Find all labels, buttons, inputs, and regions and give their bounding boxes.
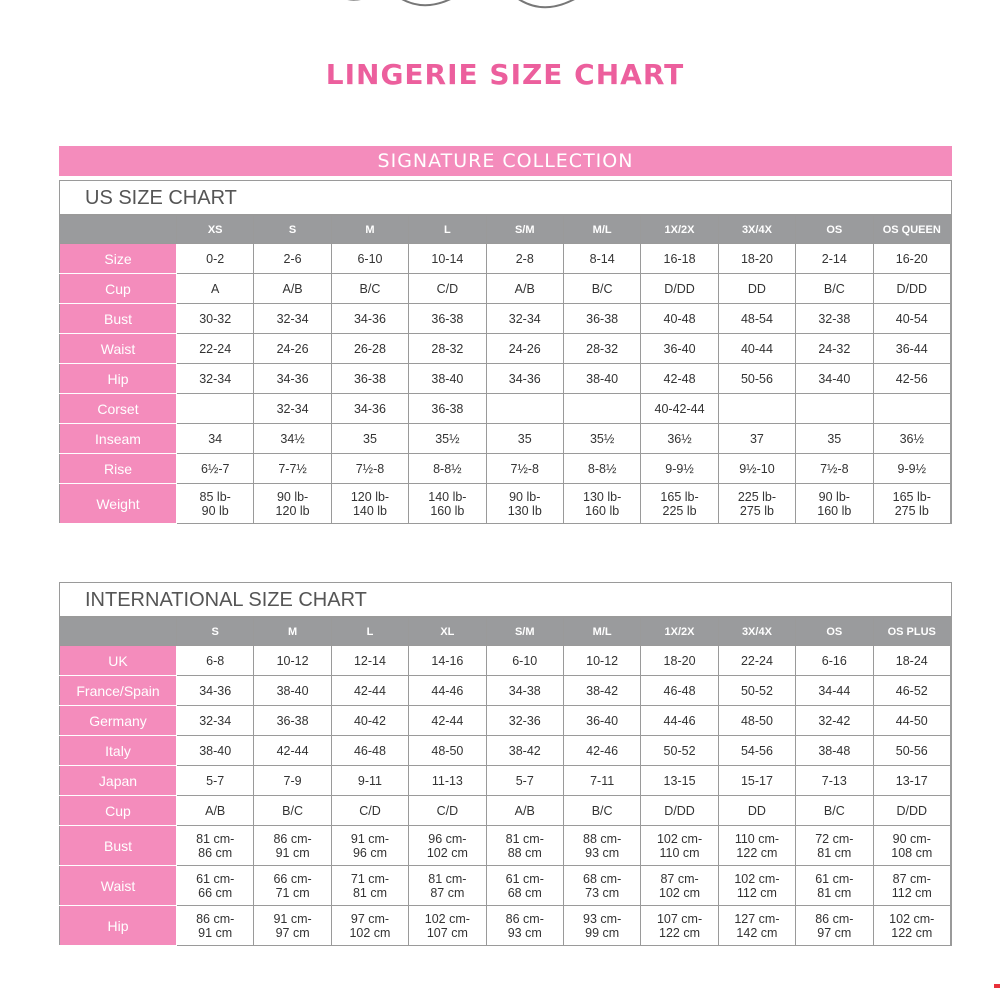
table-cell: 11-13 [409, 766, 486, 796]
column-header: 3X/4X [718, 618, 795, 646]
table-cell: 42-44 [254, 736, 331, 766]
table-cell: 130 lb- 160 lb [563, 484, 640, 524]
table-cell: 38-40 [177, 736, 254, 766]
table-cell: A/B [177, 796, 254, 826]
table-cell: A [177, 274, 254, 304]
table-cell: 36-38 [563, 304, 640, 334]
table-cell: 42-46 [563, 736, 640, 766]
table-cell: 120 lb- 140 lb [331, 484, 408, 524]
table-cell: 32-34 [177, 364, 254, 394]
table-cell: 34-36 [177, 676, 254, 706]
table-cell: 34 [177, 424, 254, 454]
table-cell: 13-17 [873, 766, 950, 796]
row-label: Inseam [60, 424, 177, 454]
table-cell: 40-42 [331, 706, 408, 736]
column-header: L [331, 618, 408, 646]
table-cell: DD [718, 274, 795, 304]
column-header: XS [177, 216, 254, 244]
table-cell: 40-42-44 [641, 394, 718, 424]
table-cell: B/C [563, 274, 640, 304]
row-label: Hip [60, 364, 177, 394]
table-cell: 102 cm- 110 cm [641, 826, 718, 866]
row-label: Cup [60, 796, 177, 826]
table-cell: 12-14 [331, 646, 408, 676]
table-row [60, 304, 951, 334]
page-title: LINGERIE SIZE CHART [325, 58, 685, 91]
table-cell: 81 cm- 88 cm [486, 826, 563, 866]
table-cell: 6-8 [177, 646, 254, 676]
column-header: M [331, 216, 408, 244]
table-cell: 18-20 [641, 646, 718, 676]
table-cell: 9-9½ [873, 454, 950, 484]
table-cell: 66 cm- 71 cm [254, 866, 331, 906]
table-cell: 7-9 [254, 766, 331, 796]
column-header: S/M [486, 618, 563, 646]
table-cell: 91 cm- 96 cm [331, 826, 408, 866]
table-cell: 15-17 [718, 766, 795, 796]
table-cell: 34-40 [796, 364, 873, 394]
table-cell: 93 cm- 99 cm [563, 906, 640, 946]
table-row [60, 454, 951, 484]
table-cell: 6-10 [331, 244, 408, 274]
table-cell: 35½ [563, 424, 640, 454]
table-cell: 40-48 [641, 304, 718, 334]
row-label: Germany [60, 706, 177, 736]
table-cell: 40-54 [873, 304, 950, 334]
column-header: M/L [563, 216, 640, 244]
table-cell: 32-42 [796, 706, 873, 736]
table-cell: 96 cm- 102 cm [409, 826, 486, 866]
table-cell: 34-38 [486, 676, 563, 706]
row-label: Corset [60, 394, 177, 424]
table-cell: DD [718, 796, 795, 826]
table-cell: 18-24 [873, 646, 950, 676]
column-header: OS QUEEN [873, 216, 950, 244]
table-cell: 86 cm- 93 cm [486, 906, 563, 946]
table-cell: 34-36 [331, 394, 408, 424]
table-row [60, 906, 951, 946]
table-cell [796, 394, 873, 424]
row-label: Weight [60, 484, 177, 524]
table-cell: 61 cm- 68 cm [486, 866, 563, 906]
table-cell: 42-56 [873, 364, 950, 394]
table-cell: 48-50 [409, 736, 486, 766]
table-cell: 90 lb- 160 lb [796, 484, 873, 524]
table-cell: 7-7½ [254, 454, 331, 484]
table-cell: 35½ [409, 424, 486, 454]
table-cell: 38-40 [563, 364, 640, 394]
table-cell: 90 lb- 130 lb [486, 484, 563, 524]
table-cell: A/B [486, 274, 563, 304]
table-cell: 35 [796, 424, 873, 454]
table-cell: 38-42 [563, 676, 640, 706]
row-label: Cup [60, 274, 177, 304]
table-cell: 34-36 [331, 304, 408, 334]
table-cell: 42-44 [331, 676, 408, 706]
table-cell: C/D [409, 796, 486, 826]
table-cell: D/DD [641, 796, 718, 826]
column-header: M/L [563, 618, 640, 646]
table-cell: 38-42 [486, 736, 563, 766]
table-cell: 10-12 [563, 646, 640, 676]
table-row [60, 826, 951, 866]
table-cell: B/C [331, 274, 408, 304]
column-header: L [409, 216, 486, 244]
table-cell: A/B [254, 274, 331, 304]
table-cell: 32-34 [254, 394, 331, 424]
table-cell: 22-24 [177, 334, 254, 364]
table-cell: 26-28 [331, 334, 408, 364]
table-cell: 6-16 [796, 646, 873, 676]
table-cell: 61 cm- 81 cm [796, 866, 873, 906]
table-row [60, 244, 951, 274]
table-cell: 46-52 [873, 676, 950, 706]
table-cell: 90 cm- 108 cm [873, 826, 950, 866]
table-row [60, 676, 951, 706]
table-cell: 24-32 [796, 334, 873, 364]
table-cell: 36-38 [254, 706, 331, 736]
table-cell: 127 cm- 142 cm [718, 906, 795, 946]
table-cell: 38-40 [254, 676, 331, 706]
table-cell: 61 cm- 66 cm [177, 866, 254, 906]
column-header: S/M [486, 216, 563, 244]
table-cell: 6½-7 [177, 454, 254, 484]
us-size-chart [59, 180, 952, 524]
table-cell: 34-44 [796, 676, 873, 706]
table-cell: 5-7 [177, 766, 254, 796]
table-cell: 7-11 [563, 766, 640, 796]
table-cell: 86 cm- 91 cm [254, 826, 331, 866]
table-cell: D/DD [641, 274, 718, 304]
table-cell: 38-40 [409, 364, 486, 394]
table-cell: 225 lb- 275 lb [718, 484, 795, 524]
row-label: Size [60, 244, 177, 274]
row-label: Japan [60, 766, 177, 796]
table-row [60, 796, 951, 826]
table-cell: 10-14 [409, 244, 486, 274]
table-cell: C/D [409, 274, 486, 304]
column-header: M [254, 618, 331, 646]
table-cell: 68 cm- 73 cm [563, 866, 640, 906]
table-row [60, 866, 951, 906]
table-cell [563, 394, 640, 424]
table-cell: 2-8 [486, 244, 563, 274]
table-cell: 40-44 [718, 334, 795, 364]
table-cell: 90 lb- 120 lb [254, 484, 331, 524]
table-cell: 48-54 [718, 304, 795, 334]
table-cell: 9-9½ [641, 454, 718, 484]
international-size-chart-title: INTERNATIONAL SIZE CHART [60, 583, 951, 617]
table-cell: D/DD [873, 274, 950, 304]
table-cell: 36-40 [563, 706, 640, 736]
table-cell: 8-8½ [409, 454, 486, 484]
table-cell: 102 cm- 122 cm [873, 906, 950, 946]
row-label: Hip [60, 906, 177, 946]
table-cell: 0-2 [177, 244, 254, 274]
us-size-table [59, 215, 951, 524]
table-cell [873, 394, 950, 424]
table-cell: 22-24 [718, 646, 795, 676]
table-cell: 87 cm- 112 cm [873, 866, 950, 906]
us-size-chart-title: US SIZE CHART [60, 181, 951, 215]
table-cell: 36-38 [331, 364, 408, 394]
header-corner [60, 216, 177, 244]
table-cell: 102 cm- 107 cm [409, 906, 486, 946]
table-cell: 34-36 [254, 364, 331, 394]
table-cell: 48-50 [718, 706, 795, 736]
table-cell: 30-32 [177, 304, 254, 334]
table-cell: 36-40 [641, 334, 718, 364]
table-cell: B/C [796, 274, 873, 304]
table-cell: 81 cm- 86 cm [177, 826, 254, 866]
table-cell: 28-32 [563, 334, 640, 364]
table-cell: 86 cm- 97 cm [796, 906, 873, 946]
table-cell: 7-13 [796, 766, 873, 796]
table-cell: 36-38 [409, 304, 486, 334]
table-cell: 72 cm- 81 cm [796, 826, 873, 866]
table-cell: 16-18 [641, 244, 718, 274]
table-cell: 36-38 [409, 394, 486, 424]
table-cell: 2-6 [254, 244, 331, 274]
table-cell: 24-26 [486, 334, 563, 364]
header-corner [60, 618, 177, 646]
international-size-table [59, 617, 951, 946]
column-header: OS [796, 216, 873, 244]
table-cell: 18-20 [718, 244, 795, 274]
table-cell: 44-50 [873, 706, 950, 736]
table-cell: 32-36 [486, 706, 563, 736]
table-cell: 8-8½ [563, 454, 640, 484]
column-header: 1X/2X [641, 216, 718, 244]
table-cell: 81 cm- 87 cm [409, 866, 486, 906]
row-label: Waist [60, 334, 177, 364]
row-label: Italy [60, 736, 177, 766]
column-header: 1X/2X [641, 618, 718, 646]
table-cell: 36-44 [873, 334, 950, 364]
table-cell: 9-11 [331, 766, 408, 796]
table-cell: 85 lb- 90 lb [177, 484, 254, 524]
column-header: S [254, 216, 331, 244]
table-cell: 50-52 [641, 736, 718, 766]
table-cell: 50-56 [873, 736, 950, 766]
table-cell: B/C [563, 796, 640, 826]
table-cell: B/C [254, 796, 331, 826]
table-cell: 34½ [254, 424, 331, 454]
table-cell: 42-48 [641, 364, 718, 394]
table-cell: 165 lb- 225 lb [641, 484, 718, 524]
table-cell: 50-56 [718, 364, 795, 394]
row-label: Waist [60, 866, 177, 906]
table-cell [177, 394, 254, 424]
table-cell: 32-34 [177, 706, 254, 736]
table-cell: 88 cm- 93 cm [563, 826, 640, 866]
table-cell: 14-16 [409, 646, 486, 676]
table-row [60, 736, 951, 766]
column-header: 3X/4X [718, 216, 795, 244]
table-cell: 44-46 [409, 676, 486, 706]
table-cell: 35 [486, 424, 563, 454]
table-row [60, 424, 951, 454]
table-cell: C/D [331, 796, 408, 826]
table-cell: 50-52 [718, 676, 795, 706]
table-cell: A/B [486, 796, 563, 826]
international-size-chart [59, 582, 952, 946]
table-cell: 37 [718, 424, 795, 454]
table-row [60, 646, 951, 676]
table-cell: 102 cm- 112 cm [718, 866, 795, 906]
table-cell: 140 lb- 160 lb [409, 484, 486, 524]
table-cell: 38-48 [796, 736, 873, 766]
table-cell: 6-10 [486, 646, 563, 676]
table-cell [718, 394, 795, 424]
table-cell: 110 cm- 122 cm [718, 826, 795, 866]
table-cell: 165 lb- 275 lb [873, 484, 950, 524]
table-cell: 71 cm- 81 cm [331, 866, 408, 906]
table-row [60, 364, 951, 394]
table-cell: 46-48 [641, 676, 718, 706]
column-header: OS PLUS [873, 618, 950, 646]
table-cell: 91 cm- 97 cm [254, 906, 331, 946]
table-cell: 35 [331, 424, 408, 454]
table-cell: 13-15 [641, 766, 718, 796]
table-cell: 86 cm- 91 cm [177, 906, 254, 946]
row-label: Bust [60, 304, 177, 334]
table-cell: 42-44 [409, 706, 486, 736]
table-row [60, 484, 951, 524]
column-header: XL [409, 618, 486, 646]
table-cell: 9½-10 [718, 454, 795, 484]
row-label: Bust [60, 826, 177, 866]
table-cell: 36½ [873, 424, 950, 454]
row-label: Rise [60, 454, 177, 484]
table-row [60, 394, 951, 424]
table-cell: 16-20 [873, 244, 950, 274]
collection-banner: SIGNATURE COLLECTION [59, 146, 952, 176]
table-cell: 32-34 [486, 304, 563, 334]
table-cell: 2-14 [796, 244, 873, 274]
table-cell: 7½-8 [331, 454, 408, 484]
table-cell: 7½-8 [796, 454, 873, 484]
table-cell: 44-46 [641, 706, 718, 736]
corner-mark [994, 984, 1000, 988]
table-cell: 36½ [641, 424, 718, 454]
row-label: UK [60, 646, 177, 676]
table-cell: 32-34 [254, 304, 331, 334]
table-cell [486, 394, 563, 424]
table-cell: 7½-8 [486, 454, 563, 484]
table-cell: 87 cm- 102 cm [641, 866, 718, 906]
table-row [60, 274, 951, 304]
table-row [60, 766, 951, 796]
table-cell: D/DD [873, 796, 950, 826]
table-cell: 46-48 [331, 736, 408, 766]
table-cell: 28-32 [409, 334, 486, 364]
table-cell: 97 cm- 102 cm [331, 906, 408, 946]
column-header: S [177, 618, 254, 646]
table-cell: 107 cm- 122 cm [641, 906, 718, 946]
table-cell: 10-12 [254, 646, 331, 676]
column-header: OS [796, 618, 873, 646]
table-cell: 54-56 [718, 736, 795, 766]
table-cell: B/C [796, 796, 873, 826]
table-cell: 5-7 [486, 766, 563, 796]
table-cell: 8-14 [563, 244, 640, 274]
table-row [60, 706, 951, 736]
table-cell: 34-36 [486, 364, 563, 394]
table-row [60, 334, 951, 364]
row-label: France/Spain [60, 676, 177, 706]
table-cell: 32-38 [796, 304, 873, 334]
table-cell: 24-26 [254, 334, 331, 364]
brand-logo-script [330, 0, 680, 14]
